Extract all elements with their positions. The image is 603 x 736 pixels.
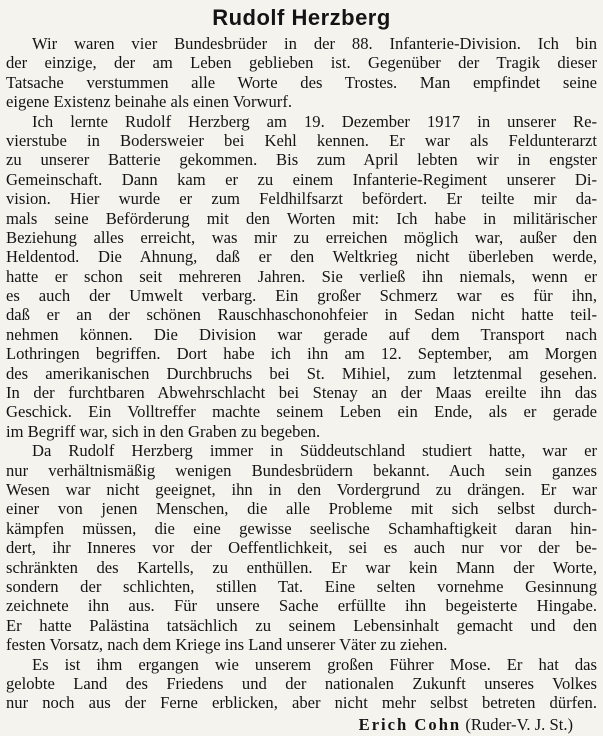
text-line: Tatsache verstummen alle Worte des Trostes. Man empfindet seine [6,72,597,92]
article-title: Rudolf Herzberg [212,5,391,30]
text-line: Es ist ihm ergangen wie unserem großen Führer Mose. Er hat das [32,654,597,674]
text-line: daß er an der schönen Rauschhaschonohfeier in Sedan nicht hatte teil- [6,305,597,325]
text-line: festen Vorsatz, nach dem Kriege ins Land unserer Väter zu ziehen. [6,635,448,655]
text-line: zeichnete ihn aus. Für unsere Sache erfüllte ihn begeisterte Hingabe. [6,596,597,616]
text-line: Ich lernte Rudolf Herzberg am 19. Dezember 1917 in unserer Re- [32,111,597,131]
text-line: eigene Existenz beinahe als einen Vorwurf. [6,92,292,112]
text-line: der einzige, der am Leben geblieben ist. Gegenüber der Tragik dieser [6,53,597,73]
text-line: Da Rudolf Herzberg immer in Süddeutschland studiert hatte, war er [32,441,597,461]
text-line: In der furchtbaren Abwehrschlacht bei Stenay an der Maas ereilte ihn das [6,383,597,403]
text-line: vierstube in Bodersweier bei Kehl kennen. Er war als Feldunterarzt [6,130,597,150]
text-line: nur verhältnismäßig wenigen Bundesbrüdern bekannt. Auch sein ganzes [6,460,597,480]
text-line: Wir waren vier Bundesbrüder in der 88. Infanterie-Division. Ich bin [32,34,597,53]
text-line: Heldentod. Die Ahnung, daß er den Weltkrieg nicht überleben werde, [6,247,597,267]
text-line: kämpfen müssen, die eine gewisse seelische Schamhaftigkeit daran hin- [6,518,597,538]
text-line: Er hatte Palästina tatsächlich zu seinem Lebensinhalt gemacht und den [6,615,597,635]
text-line: gelobte Land des Friedens und der nationalen Zukunft unseres Volkes [6,673,597,693]
signature-name: Erich Cohn [358,714,462,734]
text-line: schränkten des Kartells, zu enthüllen. Er war kein Mann der Worte, [6,557,597,577]
text-line: dert, ihr Inneres vor der Oeffentlichkeit, sei es auch nur vor der be- [6,538,597,558]
text-line: Geschick. Ein Volltreffer machte seinem Leben ein Ende, als er gerade [6,402,597,422]
text-line: Beziehung alles erreicht, was mir zu erreichen möglich war, außer den [6,227,597,247]
text-line: des amerikanischen Durchbruchs bei St. Mihiel, zum letztenmal gesehen. [6,363,597,383]
signature-affiliation: (Ruder-V. J. St.) [465,714,573,734]
article-body [6,34,597,713]
text-line: nehmen können. Die Division war gerade auf dem Transport nach [6,324,597,344]
text-line: im Begriff war, sich in den Graben zu begeben. [6,421,321,441]
text-line: Wesen war nicht geeignet, ihn in den Vordergrund zu drängen. Er war [6,479,597,499]
text-line: vision. Hier wurde er zum Feldhilfsarzt befördert. Er teilte mir da- [6,189,597,209]
text-line: sondern der schlichten, stillen Tat. Eine selten vornehme Gesinnung [6,576,597,596]
signature [6,714,597,736]
text-line: zu unserer Batterie gekommen. Bis zum April lebten wir in engster [6,150,597,170]
text-line: Lothringen begriffen. Dort habe ich ihn am 12. September, am Morgen [6,344,597,364]
text-line: einer von jenen Menschen, die alle Probleme mit sich selbst durch- [6,499,597,519]
text-line: hatte er schon seit mehreren Jahren. Sie verließ ihn niemals, wenn er [6,266,597,286]
text-line: mals seine Beförderung mit den Worten mit: Ich habe in militärischer [6,208,597,228]
text-line: Gemeinschaft. Dann kam er zu einem Infanterie-Regiment unserer Di- [6,169,597,189]
text-line: nur noch aus der Ferne erblicken, aber nicht mehr selbst betreten dürfen. [6,693,597,713]
text-line: es auch der Umwelt verbarg. Ein großer Schmerz war es für ihn, [6,286,597,306]
